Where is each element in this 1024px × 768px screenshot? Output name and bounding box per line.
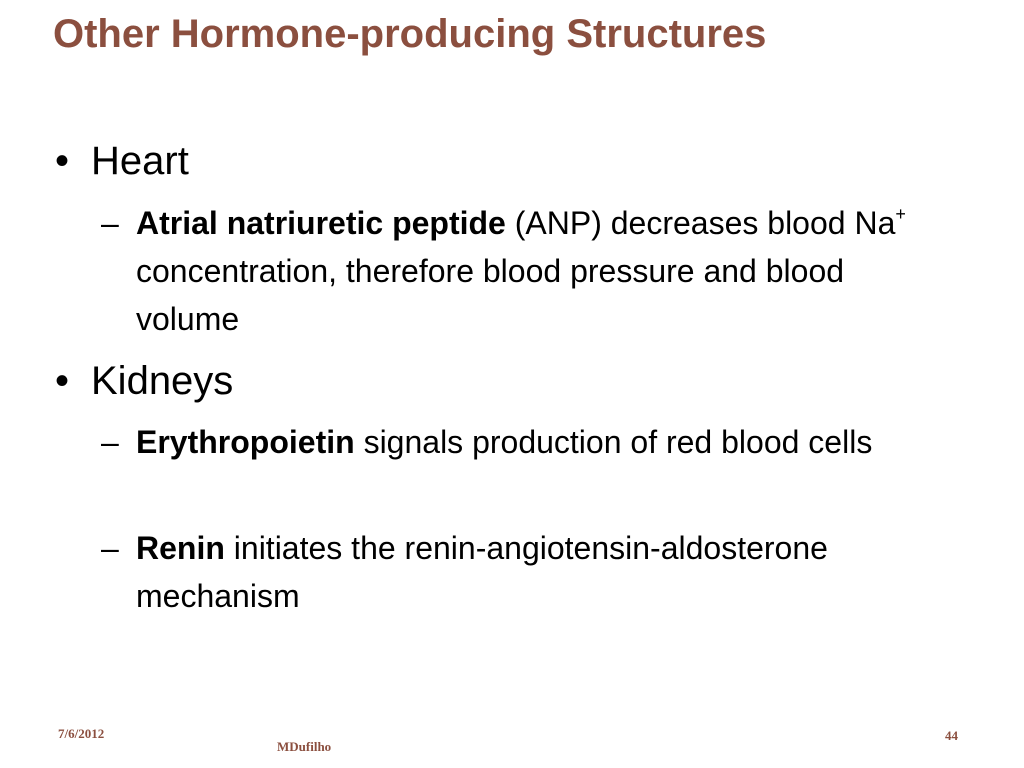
subitem-body: signals production of red blood cells: [354, 424, 873, 460]
bullet-marker: •: [55, 139, 70, 183]
dash-marker: –: [101, 424, 119, 460]
subitem-renin: [101, 524, 921, 620]
bullet-heart: [55, 137, 189, 185]
subitem-body: (ANP) decreases blood Na: [505, 205, 896, 241]
subitem-anp: [101, 199, 921, 343]
footer-page-number: 44: [945, 728, 958, 743]
bullet-kidneys: [55, 357, 233, 405]
subitem-term: Renin: [136, 530, 225, 566]
subitem-body: initiates the renin-angiotensin-aldosterone mechanism: [136, 530, 828, 614]
footer-date: 7/6/2012: [58, 726, 105, 741]
bullet-marker: •: [55, 359, 70, 403]
subitem-text: [136, 418, 921, 466]
subitem-body-cont: concentration, therefore blood pressure and blood volume: [136, 253, 845, 337]
subitem-term: Erythropoietin: [136, 424, 355, 460]
subitem-text: [136, 524, 921, 620]
bullet-label: Kidneys: [91, 359, 234, 403]
bullet-label: Heart: [91, 139, 189, 183]
subitem-term: Atrial natriuretic peptide: [136, 205, 506, 241]
footer-author: MDufilho: [277, 739, 332, 754]
slide-title: Other Hormone-producing Structures: [53, 12, 767, 56]
dash-marker: –: [101, 530, 119, 566]
subitem-text: [136, 199, 921, 343]
dash-marker: –: [101, 205, 119, 241]
superscript: +: [895, 204, 906, 224]
subitem-erythropoietin: [101, 418, 921, 466]
